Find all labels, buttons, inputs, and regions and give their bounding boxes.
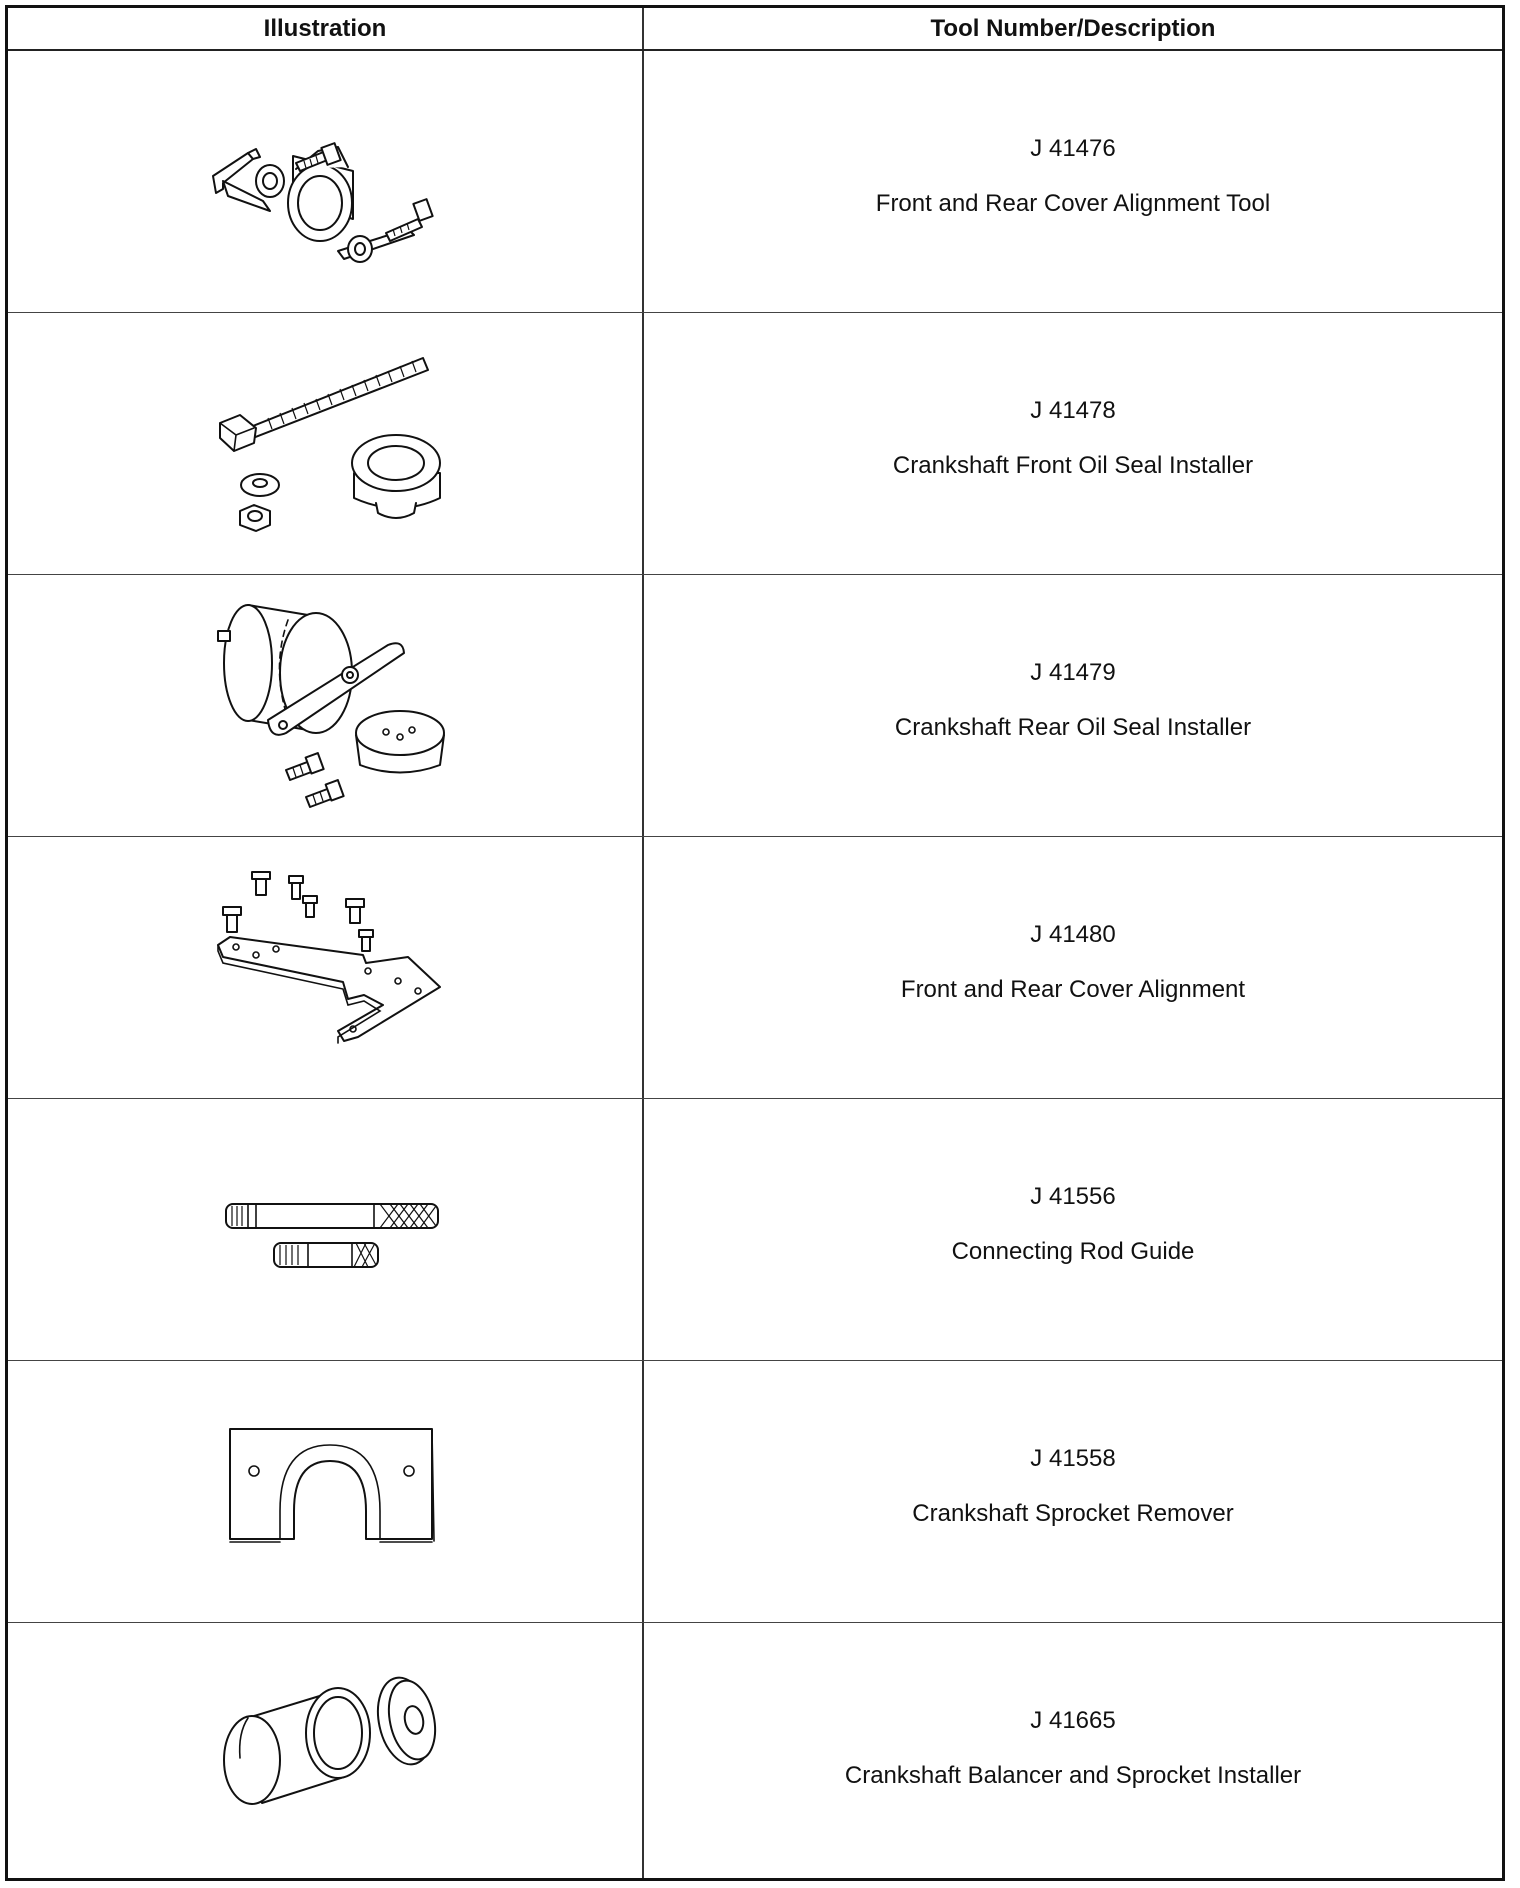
description-cell xyxy=(644,51,1502,312)
tool-number: J 41665 xyxy=(1030,1707,1116,1734)
tool-description: Front and Rear Cover Alignment xyxy=(900,976,1246,1003)
illustration-cell xyxy=(8,1361,642,1622)
table-row xyxy=(8,1361,1502,1623)
connecting-rod-guide-icon xyxy=(8,1099,642,1361)
illustration-cell xyxy=(8,1099,642,1360)
tool-number: J 41478 xyxy=(1030,397,1116,424)
description-cell xyxy=(644,837,1502,1098)
description-cell xyxy=(644,1623,1502,1885)
description-cell xyxy=(644,313,1502,574)
description-cell xyxy=(644,1099,1502,1360)
tool-description: Crankshaft Rear Oil Seal Installer xyxy=(894,714,1252,741)
tool-number: J 41480 xyxy=(1030,921,1116,948)
sprocket-remover-icon xyxy=(8,1361,642,1623)
tool-description: Front and Rear Cover Alignment Tool xyxy=(875,190,1271,217)
description-cell xyxy=(644,1361,1502,1622)
tool-number: J 41558 xyxy=(1030,1445,1116,1472)
tool-description: Connecting Rod Guide xyxy=(951,1238,1195,1265)
balancer-installer-icon xyxy=(8,1623,642,1885)
tool-description: Crankshaft Front Oil Seal Installer xyxy=(892,452,1254,479)
table-header xyxy=(8,8,1502,51)
tool-description: Crankshaft Sprocket Remover xyxy=(912,1500,1234,1527)
illustration-cell xyxy=(8,575,642,836)
tool-description: Crankshaft Balancer and Sprocket Installer xyxy=(844,1762,1302,1789)
tool-number: J 41479 xyxy=(1030,659,1116,686)
illustration-cell xyxy=(8,837,642,1098)
tool-table xyxy=(5,5,1505,1881)
front-oil-seal-installer-icon xyxy=(8,313,642,575)
cover-alignment-tool-icon xyxy=(8,51,642,313)
cover-alignment-plate-icon xyxy=(8,837,642,1099)
table-row xyxy=(8,1099,1502,1361)
table-row xyxy=(8,575,1502,837)
table-row xyxy=(8,313,1502,575)
header-illustration: Illustration xyxy=(263,15,387,42)
tool-number: J 41476 xyxy=(1030,135,1116,162)
tool-number: J 41556 xyxy=(1030,1183,1116,1210)
table-row xyxy=(8,837,1502,1099)
table-row xyxy=(8,51,1502,313)
rear-oil-seal-installer-icon xyxy=(8,575,642,837)
illustration-cell xyxy=(8,51,642,312)
illustration-cell xyxy=(8,313,642,574)
illustration-cell xyxy=(8,1623,642,1885)
description-cell xyxy=(644,575,1502,836)
table-row xyxy=(8,1623,1502,1885)
header-tool-description: Tool Number/Description xyxy=(930,15,1216,42)
